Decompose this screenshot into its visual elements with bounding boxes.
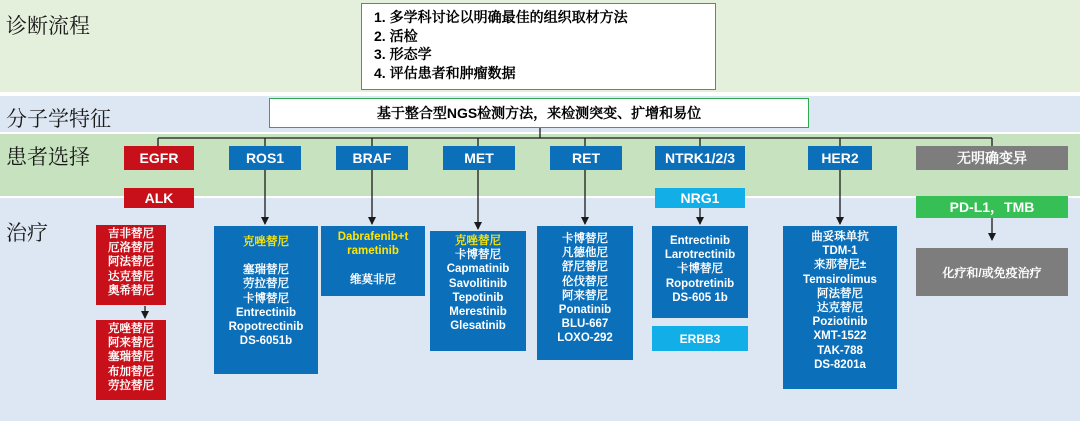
drug-item: Ropotretinib (665, 277, 735, 290)
drug-item: 达克替尼 (108, 270, 154, 283)
her2-drug-list (783, 226, 897, 389)
drug-item: 布加替尼 (108, 365, 154, 378)
drug-item: Poziotinib (812, 316, 868, 329)
chemo-immunotherapy-box: 化疗和/或免疫治疗 (916, 248, 1068, 296)
drug-item: 伦伐替尼 (562, 275, 608, 288)
drug-item: DS-605 1b (672, 291, 728, 304)
drug-item: 劳拉替尼 (243, 278, 289, 291)
braf-drug-list (321, 226, 425, 296)
alk-drug-list (96, 320, 166, 400)
ngs-method-text: 基于整合型NGS检测方法，来检测突变、扩增和易位 (376, 105, 702, 121)
target-ros1: ROS1 (229, 146, 301, 170)
drug-item: DS-8201a (814, 358, 866, 371)
drug-item: Capmatinib (446, 263, 510, 276)
drug-item: XMT-1522 (813, 330, 867, 343)
drug-item-highlight: 克唑替尼 (455, 235, 501, 247)
drug-item: 舒尼替尼 (562, 261, 608, 274)
drug-item: Glesatinib (450, 320, 506, 333)
drug-item: Temsirolimus (803, 273, 877, 286)
drug-item: Ponatinib (558, 304, 612, 317)
drug-item: BLU-667 (561, 318, 609, 331)
drug-item: Ropotrectinib (228, 321, 304, 334)
drug-item-highlight: rametinib (347, 245, 399, 258)
row-label-treatment: 治疗 (6, 222, 48, 245)
drug-item: 奥希替尼 (108, 284, 154, 297)
row-label-diagnosis: 诊断流程 (6, 15, 90, 38)
drug-item: LOXO-292 (557, 332, 613, 345)
drug-item: 来那替尼± (813, 259, 867, 272)
target-pdl1-tmb: PD-L1，TMB (916, 196, 1068, 218)
drug-item-highlight: 克唑替尼 (243, 236, 289, 248)
drug-item-highlight: Dabrafenib+t (337, 231, 409, 243)
target-nrg1: NRG1 (655, 188, 745, 208)
drug-item: Savolitinib (448, 277, 508, 290)
drug-item: 卡博替尼 (562, 233, 608, 245)
target-ret: RET (550, 146, 622, 170)
drug-item: Entrectinib (235, 306, 297, 319)
met-drug-list (430, 231, 526, 351)
drug-item: 阿法替尼 (108, 256, 154, 269)
drug-item: 维莫非尼 (350, 274, 396, 287)
row-label-molecular: 分子学特征 (6, 108, 111, 131)
drug-item: Merestinib (449, 306, 507, 319)
drug-item: 阿来替尼 (108, 337, 154, 350)
target-met: MET (443, 146, 515, 170)
egfr-drug-list (96, 225, 166, 305)
ros1-drug-list (214, 226, 318, 374)
drug-item: DS-6051b (239, 335, 293, 348)
erbb3-box: ERBB3 (652, 326, 748, 351)
target-no-clear-variant: 无明确变异 (916, 146, 1068, 170)
drug-item: 达克替尼 (817, 302, 863, 315)
drug-item: 吉非替尼 (108, 228, 154, 240)
diagnosis-step: 4. 评估患者和肿瘤数据 (374, 64, 516, 81)
ntrk-drug-list (652, 226, 748, 318)
drug-item: 塞瑞替尼 (108, 351, 154, 364)
target-egfr: EGFR (124, 146, 194, 170)
target-ntrk: NTRK1/2/3 (655, 146, 745, 170)
target-braf: BRAF (336, 146, 408, 170)
drug-item: 卡博替尼 (677, 263, 723, 276)
drug-item: 塞瑞替尼 (243, 264, 289, 277)
diagnosis-step: 2. 活检 (374, 27, 418, 44)
drug-item: 阿来替尼 (562, 289, 608, 302)
drug-item: 凡德他尼 (562, 247, 608, 260)
diagnosis-step: 1. 多学科讨论以明确最佳的组织取材方法 (374, 9, 628, 25)
drug-item: 厄洛替尼 (108, 242, 154, 255)
drug-item: 曲妥珠单抗 (811, 231, 869, 243)
drug-item: 卡博替尼 (455, 249, 501, 262)
drug-item: Tepotinib (452, 291, 504, 304)
drug-item: 卡博替尼 (243, 292, 289, 305)
ret-drug-list (537, 226, 633, 360)
diagnosis-step: 3. 形态学 (374, 46, 432, 62)
drug-item: 劳拉替尼 (108, 379, 154, 392)
drug-item: TDM-1 (822, 245, 858, 258)
target-alk: ALK (124, 188, 194, 208)
drug-item: TAK-788 (817, 344, 863, 357)
drug-item: 克唑替尼 (108, 323, 154, 335)
drug-item: Entrectinib (669, 235, 731, 247)
target-her2: HER2 (808, 146, 872, 170)
ngs-method-box (269, 98, 809, 128)
drug-item: 阿法替尼 (817, 287, 863, 300)
row-label-patient: 患者选择 (6, 146, 90, 169)
diagnosis-steps-box (361, 3, 716, 90)
drug-item: Larotrectinib (664, 249, 736, 262)
